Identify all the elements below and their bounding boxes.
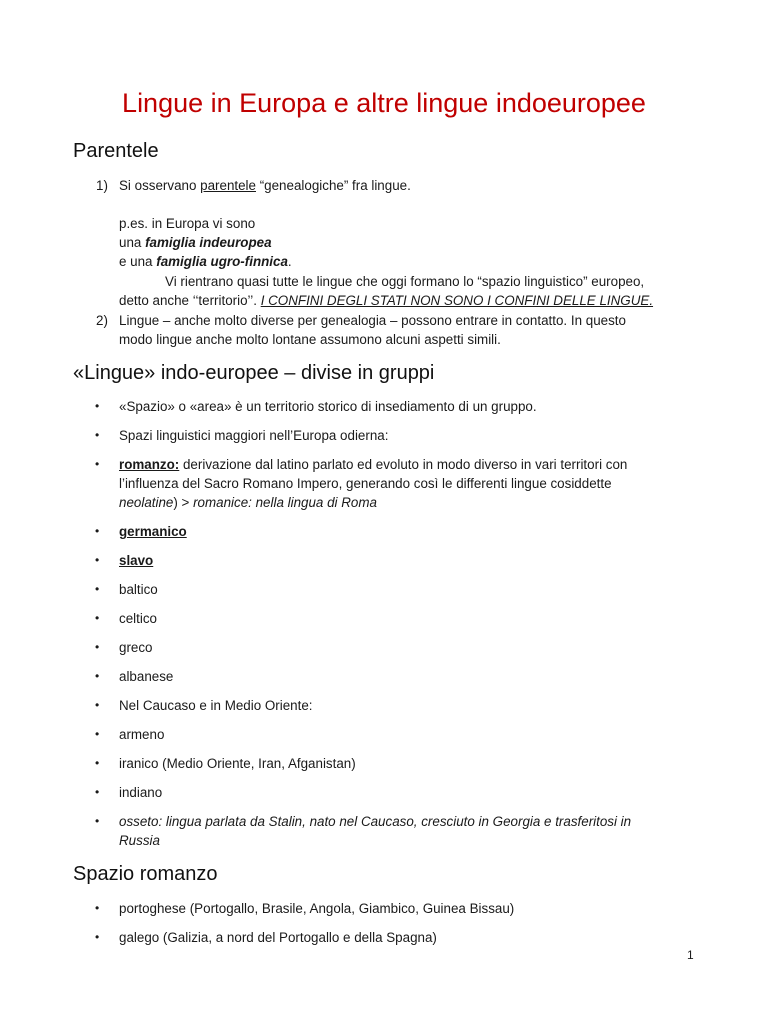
paragraph-line: Vi rientrano quasi tutte le lingue che oggi formano lo “spazio linguistico” europeo, <box>165 274 645 289</box>
bullet: • <box>95 785 100 799</box>
list-item: Russia <box>119 833 160 848</box>
bullet: • <box>95 930 100 944</box>
bullet: • <box>95 727 100 741</box>
list-item: baltico <box>119 582 158 597</box>
bullet: • <box>95 428 100 442</box>
page-number: 1 <box>687 948 694 962</box>
list-number: 1) <box>96 178 108 193</box>
bullet: • <box>95 756 100 770</box>
list-item: neolatine) > romanice: nella lingua di Roma <box>119 495 377 510</box>
list-item: slavo <box>119 553 154 568</box>
list-number: 2) <box>96 313 108 328</box>
section-heading-spazio-romanzo: Spazio romanzo <box>73 863 218 885</box>
list-item: Spazi linguistici maggiori nell’Europa odierna: <box>119 428 389 443</box>
list-item: romanzo: derivazione dal latino parlato ed evoluto in modo diverso in vari territori con <box>119 457 628 472</box>
paragraph-line: una famiglia indeuropea <box>119 235 272 250</box>
list-item: indiano <box>119 785 163 800</box>
list-item: osseto: lingua parlata da Stalin, nato nel Caucaso, cresciuto in Georgia e trasferitosi in <box>119 814 632 829</box>
list-item: portoghese (Portogallo, Brasile, Angola, Giambico, Guinea Bissau) <box>119 901 515 916</box>
list-item: «Spazio» o «area» è un territorio storico di insediamento di un gruppo. <box>119 399 537 414</box>
bullet: • <box>95 582 100 596</box>
list-item: l’influenza del Sacro Romano Impero, generando così le differenti lingue cosiddette <box>119 476 612 491</box>
list-item: germanico <box>119 524 187 539</box>
list-item: iranico (Medio Oriente, Iran, Afganistan) <box>119 756 356 771</box>
paragraph-line: e una famiglia ugro-finnica. <box>119 254 292 269</box>
document-title: Lingue in Europa e altre lingue indoeuropee <box>122 88 646 118</box>
bullet: • <box>95 640 100 654</box>
list-item: albanese <box>119 669 174 684</box>
list-item: galego (Galizia, a nord del Portogallo e della Spagna) <box>119 930 437 945</box>
bullet: • <box>95 698 100 712</box>
paragraph-line: p.es. in Europa vi sono <box>119 216 256 231</box>
list-item: armeno <box>119 727 165 742</box>
list-item: greco <box>119 640 153 655</box>
section-heading-parentele: Parentele <box>73 140 159 162</box>
list-item-text: Lingue – anche molto diverse per genealogia – possono entrare in contatto. In questo <box>119 313 626 328</box>
bullet: • <box>95 901 100 915</box>
list-item: celtico <box>119 611 157 626</box>
bullet: • <box>95 611 100 625</box>
paragraph-line: detto anche ‘‘territorio’’. I CONFINI DEGLI STATI NON SONO I CONFINI DELLE LINGUE. <box>119 293 654 308</box>
list-item-text: modo lingue anche molto lontane assumono alcuni aspetti simili. <box>119 332 501 347</box>
bullet: • <box>95 814 100 828</box>
section-heading-lingue: «Lingue» indo-europee – divise in gruppi <box>73 362 435 384</box>
bullet: • <box>95 553 100 567</box>
bullet: • <box>95 457 100 471</box>
list-item: Nel Caucaso e in Medio Oriente: <box>119 698 313 713</box>
bullet: • <box>95 399 100 413</box>
list-item-text: Si osservano parentele “genealogiche” fra lingue. <box>119 178 411 193</box>
bullet: • <box>95 524 100 538</box>
bullet: • <box>95 669 100 683</box>
